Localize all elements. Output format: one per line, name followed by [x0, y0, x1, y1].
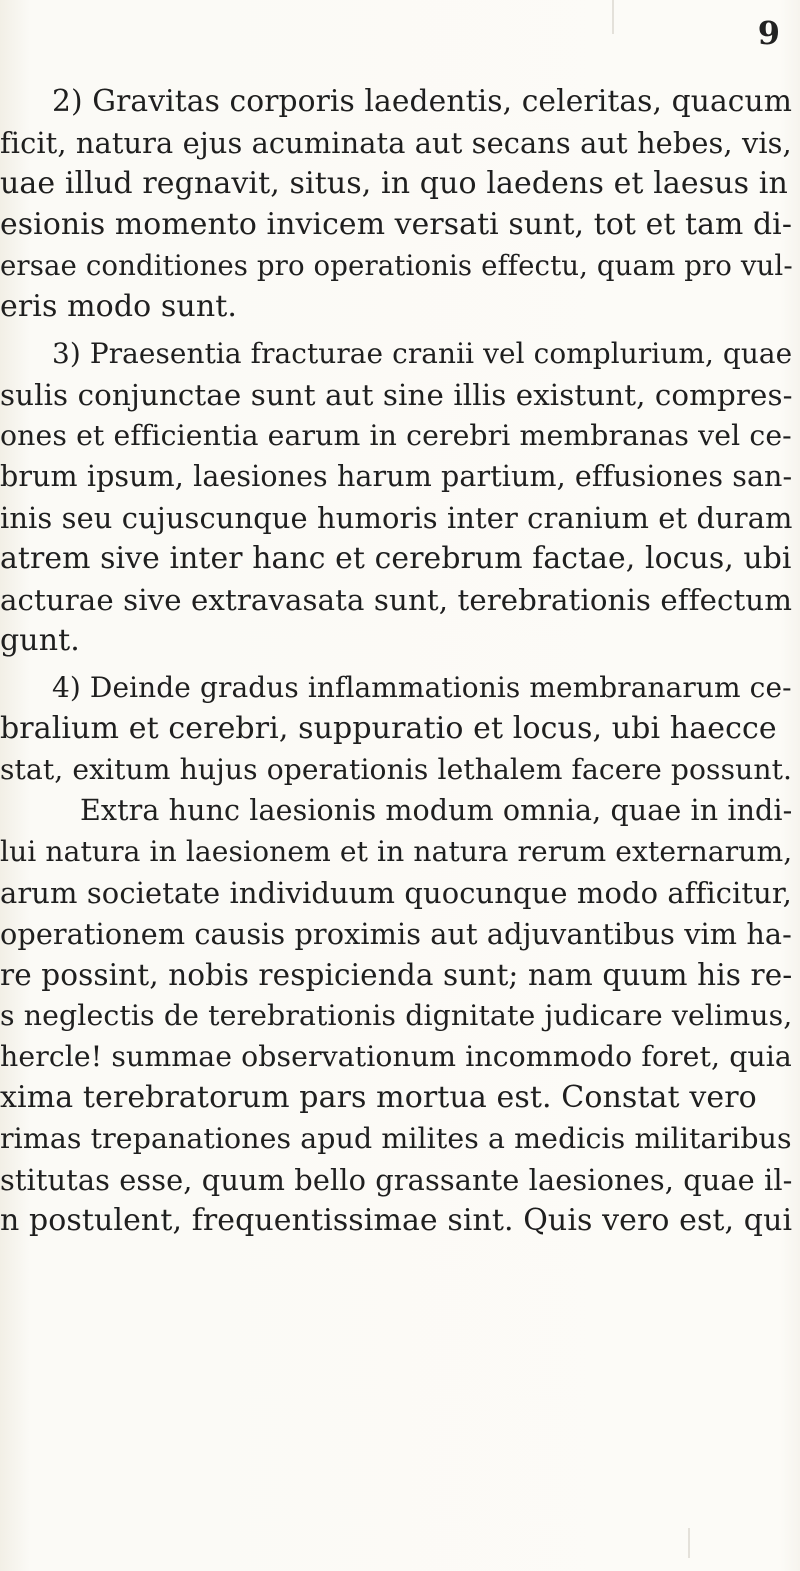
text-line: ersae conditiones pro operationis effectu, quam pro vul- [0, 249, 793, 282]
page-number: 9 [757, 14, 780, 52]
text-line: Extra hunc laesionis modum omnia, quae in indi- [80, 794, 793, 827]
text-line: sulis conjunctae sunt aut sine illis existunt, compres- [0, 378, 793, 412]
text-line: inis seu cujuscunque humoris inter cranium et duram [0, 501, 793, 535]
text-line: xima terebratorum pars mortua est. Constat vero [0, 1080, 757, 1115]
text-line: eris modo sunt. [0, 289, 238, 324]
text-line: ones et efficientia earum in cerebri membranas vel ce- [0, 419, 792, 452]
text-line: stitutas esse, quum bello grassante laesiones, quae il- [0, 1163, 793, 1197]
text-line: acturae sive extravasata sunt, terebrationis effectum [0, 583, 793, 617]
text-line: esionis momento invicem versati sunt, tot et tam di- [0, 207, 793, 242]
scan-smudge [688, 1528, 690, 1558]
text-line: n postulent, frequentissimae sint. Quis vero est, qui [0, 1203, 793, 1238]
text-line: s neglectis de terebrationis dignitate judicare velimus, [0, 999, 793, 1032]
text-line: lui natura in laesionem et in natura rerum externarum, [0, 835, 793, 868]
text-line: operationem causis proximis aut adjuvantibus vim ha- [0, 917, 792, 951]
text-line: uae illud regnavit, situs, in quo laedens et laesus in [0, 166, 788, 201]
text-line: atrem sive inter hanc et cerebrum factae, locus, ubi [0, 541, 792, 576]
text-line: gunt. [0, 623, 80, 658]
text-line: bralium et cerebri, suppuratio et locus, ubi haecce [0, 711, 777, 746]
scan-smudge [612, 0, 614, 34]
text-line: ficit, natura ejus acuminata aut secans aut hebes, vis, [0, 126, 792, 160]
text-line: 4) Deinde gradus inflammationis membranarum ce- [52, 671, 792, 704]
text-line: brum ipsum, laesiones harum partium, effusiones san- [0, 460, 793, 493]
text-line: 3) Praesentia fracturae cranii vel complurium, quae [52, 337, 793, 370]
text-line: stat, exitum hujus operationis lethalem facere possunt. [0, 753, 793, 786]
text-line: re possint, nobis respicienda sunt; nam quum his re- [0, 958, 793, 992]
text-line: arum societate individuum quocunque modo afficitur, [0, 876, 792, 910]
text-line: rimas trepanationes apud milites a medicis militaribus [0, 1122, 792, 1155]
text-line: hercle! summae observationum incommodo foret, quia [0, 1040, 792, 1073]
text-line: 2) Gravitas corporis laedentis, celeritas, quacum [52, 84, 793, 119]
